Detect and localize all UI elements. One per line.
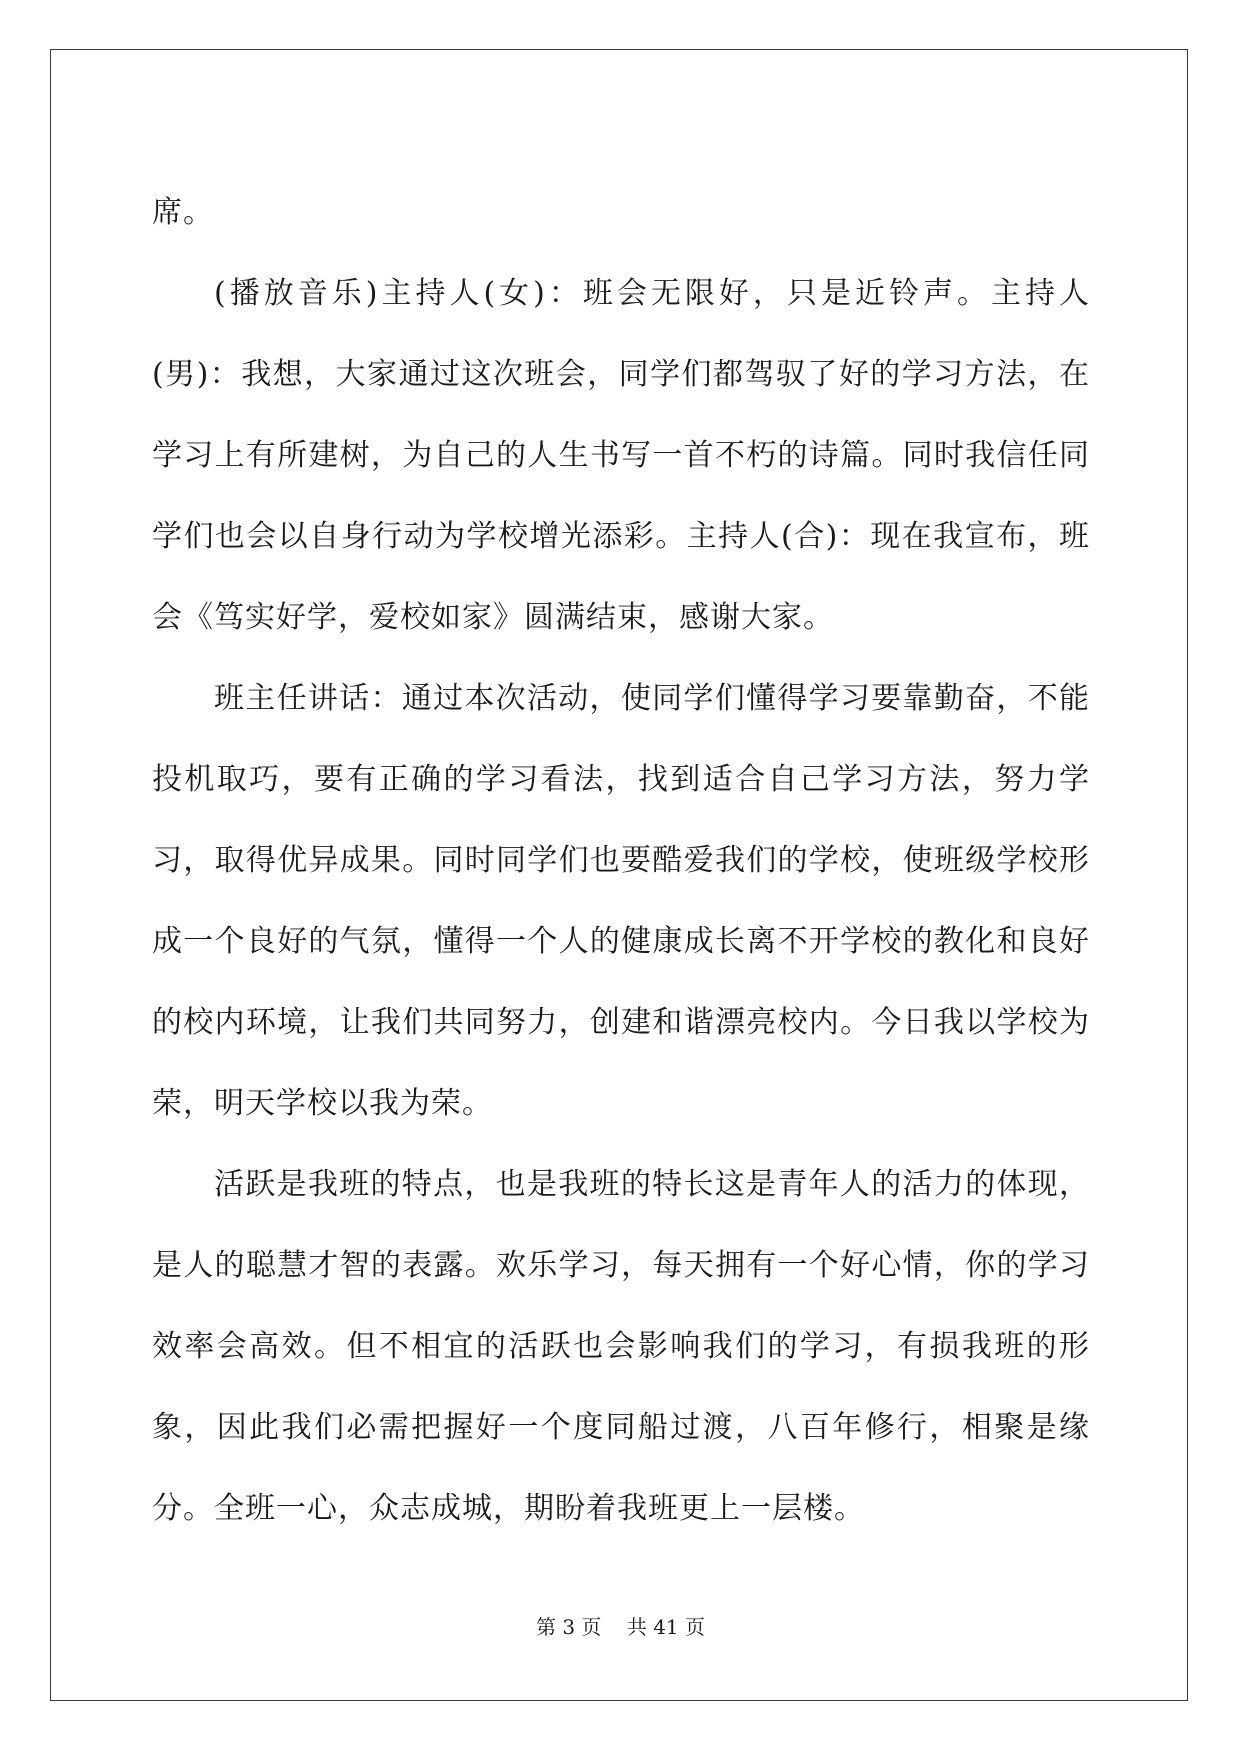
paragraph-1: 席。 [152, 195, 214, 230]
paragraph-2: (播放音乐)主持人(女)：班会无限好，只是近铃声。主持人(男)：我想，大家通过这次班会，同学们都驾驭了好的学习方法，在学习上有所建树，为自己的人生书写一首不朽的诗篇。同时我信任同学们也会以自身行动为学校增光添彩。主持人(合)：现在我宣布，班会《笃实好学，爱校如家》圆满结束，感谢大家。 [152, 276, 1090, 635]
page-number-footer: 第 3 页 共 41 页 [535, 1615, 706, 1639]
paragraph-4: 活跃是我班的特点，也是我班的特长这是青年人的活力的体现，是人的聪慧才智的表露。欢乐学习，每天拥有一个好心情，你的学习效率会高效。但不相宜的活跃也会影响我们的学习，有损我班的形象，因此我们必需把握好一个度同船过渡，八百年修行，相聚是缘分。全班一心，众志成城，期盼着我班更上一层楼。 [152, 1167, 1090, 1526]
document-body [152, 172, 1090, 1549]
paragraph-3: 班主任讲话：通过本次活动，使同学们懂得学习要靠勤奋，不能投机取巧，要有正确的学习看法，找到适合自己学习方法，努力学习，取得优异成果。同时同学们也要酷爱我们的学校，使班级学校形成一个良好的气氛，懂得一个人的健康成长离不开学校的教化和良好的校内环境，让我们共同努力，创建和谐漂亮校内。今日我以学校为荣，明天学校以我为荣。 [152, 681, 1090, 1121]
